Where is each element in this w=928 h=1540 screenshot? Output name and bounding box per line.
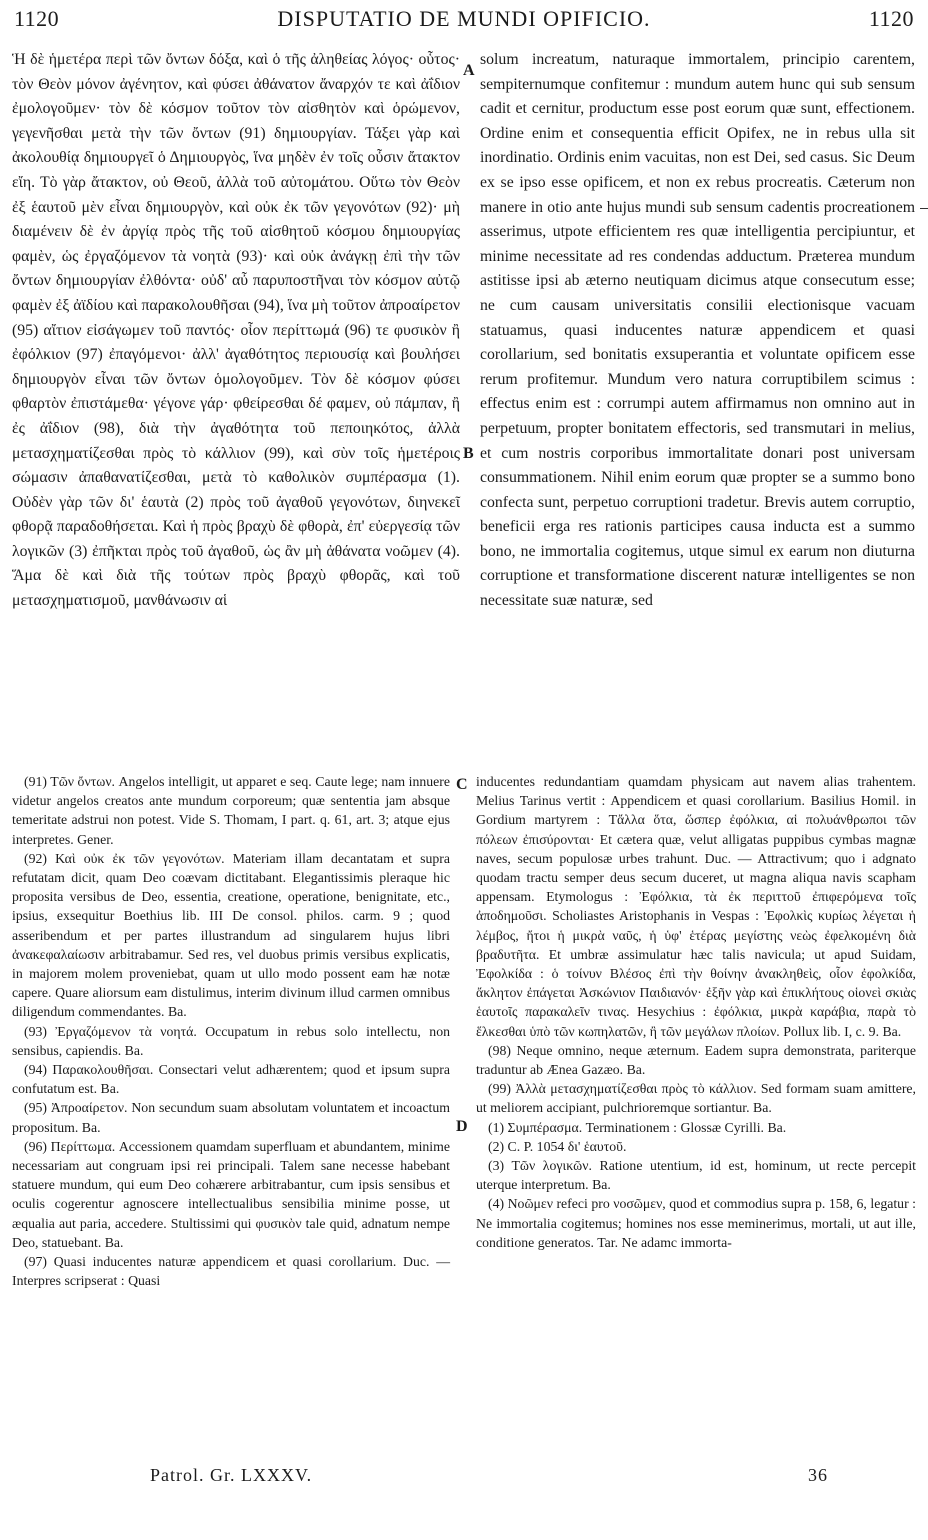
footnote-97: (97) Quasi inducentes naturæ appendicem et quasi corollarium. Duc. — Interpres scripserat : Quasi [12, 1254, 450, 1289]
patrologia-volume: Patrol. Gr. LXXXV. [150, 1465, 313, 1485]
footnote-94: (94) Παρακολουθῆσαι. Consectari velut adhærentem; quod et ipsum supra confutatum est. Ba. [12, 1062, 450, 1097]
footnote-97-continued: inducentes redundantiam quamdam physicam aut navem alias trahentem. Melius Tarinus vertit : Appendicem et quasi corollarium. Basilius Homil. in Gordium martyrem : Τἄλλα ὅτα, ὥσπερ ἐφόλκια, αἱ πολυάνθρωποι τῶν πόλεων ἐπισύρονται· Et cætera quæ, velut alligatas puppibus cymbas magnæ naves, secum populosæ urbes trahunt. Duc. — Attractivum; quo i adgnato quodam tractu semper deus secum duceret, ut magna aliqua navis scapham appensam. Etymologus : Ἐφόλκια, τὰ ἐκ περιττοῦ ἐπιφερόμενα τοῖς ἀποδημοῦσι. Scholiastes Aristophanis in Vespas : Ἐφολκὶς κυρίως λέγεται ἡ λέμβος, ἤτοι ἡ μικρὰ ναῦς, ἡ ὑφ' ἑτέρας μεγίστης νεὼς ἐφελκομένη διὰ βραδυτῆτα. Et umbræ assimulatur hæc talis navicula; ut apud Suidam, Ἐφολκίδα : ὁ τοίνυν Βλέσος ἐπὶ τὴν θοίνην ἀνακληθεὶς, οἷον ἐφολκίδα, ἄκλητον ἐπάγεται Ἀσκώνιον Παιδιανόν· ἐξῆν γὰρ καὶ ἐπικλήτους οἱονεὶ σκιὰς ἑαυτοῖς παρακαλεῖν τινας. Hesychius : ἐφόλκια, μικρὰ καράβια, παρὰ τὸ ἕλκεσθαι ὑπὸ τῶν κωπηλατῶν, ἢ τῶν μεγάλων πλοίων. Pollux lib. I, c. 9. Ba. [476, 774, 916, 1039]
footnote-92: (92) Καὶ οὐκ ἐκ τῶν γεγονότων. Materiam illam decantatam et supra refutatam dicit, quam Deo coævam dictitabant. Elegantissimis pleraque hic proposita versibus de Deo, essentia, creatione, operatione, benignitate, etc., ipsius, exsequitur Boethius lib. III De consol. philos. carm. 9 ; quod asseribendum et per partes illustrandum ad singularem hujus libri ἀνακεφαλαίωσιν arbitrabamur. Sed res, vel duobus primis versibus explicatis, in majorem molem proveniebat, quam ut ullo modo possent eam hæ notæ capere. Quare aliorsum eam distulimus, interim divinum illud carmen omnibus diligendum commendantes. Ba. [12, 850, 450, 1020]
page-number-left: 1120 [14, 6, 60, 31]
footnote-93: (93) Ἐργαζόμενον τὰ νοητά. Occupatum in rebus solo intellectu, non sensibus, capiendis. Ba. [12, 1023, 450, 1058]
footnote-91: (91) Τῶν ὄντων. Angelos intelligit, ut apparet e seq. Caute lege; nam innuere videtur angelos creatos ante mundum corporeum; quæ sententia jam absque temeritate adstrui non potest. Vide S. Thomam, I part. q. 61, art. 3; atque ejus interpretes. Gener. [12, 774, 450, 847]
greek-text-column: Ἡ δὲ ἡμετέρα περὶ τῶν ὄντων δόξα, καὶ ὁ τῆς ἀληθείας λόγος· οὗτος· τὸν Θεὸν μόνον ἀγένητον, καὶ φύσει ἀθάνατον ἄναρχόν τε καὶ ἀΐδιον ἐμολογοῦμεν· τὸν δὲ κόσμον τοῦτον τὸν αἰσθητὸν καὶ ὁρώμενον, γεγενῆσθαι μετὰ τὴν τῶν ὄντων (91) δημιουργίαν. Τάξει γὰρ καὶ ἀκολουθίᾳ δημιουργεῖ ὁ Δημιουργὸς, ἵνα μηδὲν ἐν τοῖς οὖσιν ἄτακτον εἴη. Τὸ γὰρ ἄτακτον, οὐ Θεοῦ, ἀλλὰ τοῦ αὐτομάτου. Οὕτω τὸν Θεὸν ἐξ ἑαυτοῦ μὲν εἶναι δημιουργὸν, καὶ οὐκ ἐκ τῶν γεγονότων (92)· μὴ διαμένειν δὲ ἐν ἀργίᾳ πρὸς τῆς τοῦ αἰσθητοῦ κόσμου δημιουργίας φαμὲν, ὡς ἐργαζόμενον τὰ νοητὰ (93)· καὶ οὐκ ἀνάγκῃ ἐπὶ τὴν τῶν ὄντων δημιουργίαν ἐλθόντα· οὐδ' αὖ παρυποστῆναι τὸν κόσμον αὐτῷ φαμὲν ἐξ ἀϊδίου καὶ παρακολουθῆσαι (94), ἵνα μὴ τοῦτον ἀπροαίρετον (95) αἴτιον εἰσάγωμεν τοῦ παντός· οἷον περίττωμά (96) τε φυσικὸν ἢ ἐφόλκιον (97) ἐπαγόμενοι· ἀλλ' ἀγαθότητος περιουσίᾳ καὶ βουλήσει δημιουργὸν εἶναι τῶν ὄντων ὁμολογοῦμεν. Τὸν δὲ κόσμον φύσει φθαρτὸν ἐπιστάμεθα· γέγονε γάρ· φθείρεσθαι δέ φαμεν, οὐ πάμπαν, ἢ ἐς ἀΐδιον (98), διὰ τὴν ἀγαθότητα τοῦ πεποιηκότος, ἀλλὰ μετασχηματίζεσθαι πρὸς τὸ κάλλιον (99), καὶ σὺν τοῖς ἡμετέροις σώμασιν ἀπαθανατίζεσθαι, μετὰ τὸ καθολικὸν συμπέρασμα (1). Οὐδὲν γὰρ τῶν δι' ἑαυτὰ (2) πρὸς τοῦ ἀγαθοῦ γεγονότων, διηνεκεῖ φθορᾷ παραδοθήσεται. Καὶ ἡ πρὸς βραχὺ δὲ φθορὰ, ἐπ' εὐεργεσίᾳ τῶν λογικῶν (3) ἐπῆκται πρὸς τοῦ ἀγαθοῦ, ὡς ἂν μὴ ἀθάνατα νοῶμεν (4). Ἅμα δὲ καὶ διὰ τῆς τούτων πρὸς βραχὺ φθορᾶς, καὶ τοῦ μετασχηματισμοῦ, μανθάνωσιν αἱ [12, 51, 460, 610]
footnote-4: (4) Νοῶμεν refeci pro νοσῶμεν, quod et commodius supra p. 158, 6, legatur : Ne immortalia cogitemus; homines nos esse meminerimus, mortali, ut aut ille, conditione generatos. Tar. Ne adamc immorta- [476, 1196, 916, 1250]
footnote-1: (1) Συμπέρασμα. Terminationem : Glossæ Cyrilli. Ba. [488, 1119, 787, 1135]
footnote-95: (95) Ἀπροαίρετον. Non secundum suam absolutam voluntatem et incoactum propositum. Ba. [12, 1100, 450, 1135]
page-footer [150, 1465, 828, 1486]
page-title: DISPUTATIO DE MUNDI OPIFICIO. [277, 6, 651, 31]
margin-rule [920, 208, 928, 209]
footnote-2: (2) C. P. 1054 δι' ἑαυτοῦ. [488, 1138, 627, 1154]
section-marker-a: A [463, 62, 475, 79]
footnote-3: (3) Τῶν λογικῶν. Ratione utentium, id est, hominum, ut recte percepit uterque interpretum. Ba. [476, 1158, 916, 1193]
section-marker-b: B [463, 445, 474, 462]
footnotes-right [476, 772, 916, 1252]
signature-number: 36 [808, 1465, 828, 1485]
page-header [14, 6, 914, 44]
section-marker-d: D [456, 1118, 468, 1135]
page-number-right: 1120 [868, 6, 914, 31]
footnote-96: (96) Περίττωμα. Accessionem quamdam superfluam et abundantem, minime necessariam aut congruam ipsi rei principali. Talem sane necesse habebant statuere mundum, qui eum Deo cohærere arbitrabantur, cum ipsis sensibus et oculis cogerentur agnoscere intellectualibus sensibilia minime posse, ut æqualia aut paria, accedere. Stultissimi qui φυσικὸν tale quid, adnatum nempe Deo, statuebant. Ba. [12, 1138, 450, 1250]
footnote-98: (98) Neque omnino, neque æternum. Eadem supra demonstrata, pariterque traduntur ab Ænea Gazæo. Ba. [476, 1042, 916, 1078]
latin-text-column: solum increatum, naturaque immortalem, principio carentem, sempiternumque confitemur : mundum autem hunc qui sub sensum cadit et cernitur, productum esse post eorum quæ sunt, effectionem. Ordine enim et consequentia efficit Opifex, ne in rebus ulla sit inordinatio. Ordinis enim vacuitas, non est Dei, sed casus. Sic Deum ex se ipso esse opificem, et non ex rebus procreatis. Cæterum non manere in otio ante hujus mundi sub sensum cadentis procreationem asserimus, utpote efficientem res quæ intelligentia percipiuntur, et minime necessitate ad res condendas adductum. Præterea mundum astitisse ipsi ab æterno neutiquam dicimus atque consecutum esse; ne cum causam universitatis consilii electionisque vacuam statuamus, quasi inducentes naturæ appendicem et quasi corollarium, sed bonitatis exsuperantia et voluntate opificem esse rerum profitemur. Mundum vero natura corruptibilem scimus : effectus enim est : corrumpi autem affirmamus non omnino aut in perpetuum, propter bonitatem effectoris, sed transmutari in melius, et cum nostris corporibus immortalitate donari post universam consummationem. Nihil enim eorum quæ propter se a summo bono confecta sunt, perpetuo corruptioni tradetur. Brevis autem corruptio, beneficii erga res rationis participes causa inducta est a summo bono, ne immortalia cogitemus, utque simul ex earum non diuturna corruptione et transformatione discerent naturæ intelligentes se non necessitate suæ naturæ, sed [480, 51, 915, 610]
footnote-99: (99) Ἀλλὰ μετασχηματίζεσθαι πρὸς τὸ κάλλιον. Sed formam suam amittere, ut meliorem accipiant, pulchrioremque sortiantur. Ba. [476, 1081, 916, 1116]
section-marker-c: C [456, 776, 468, 793]
footnotes-left [12, 772, 450, 1290]
